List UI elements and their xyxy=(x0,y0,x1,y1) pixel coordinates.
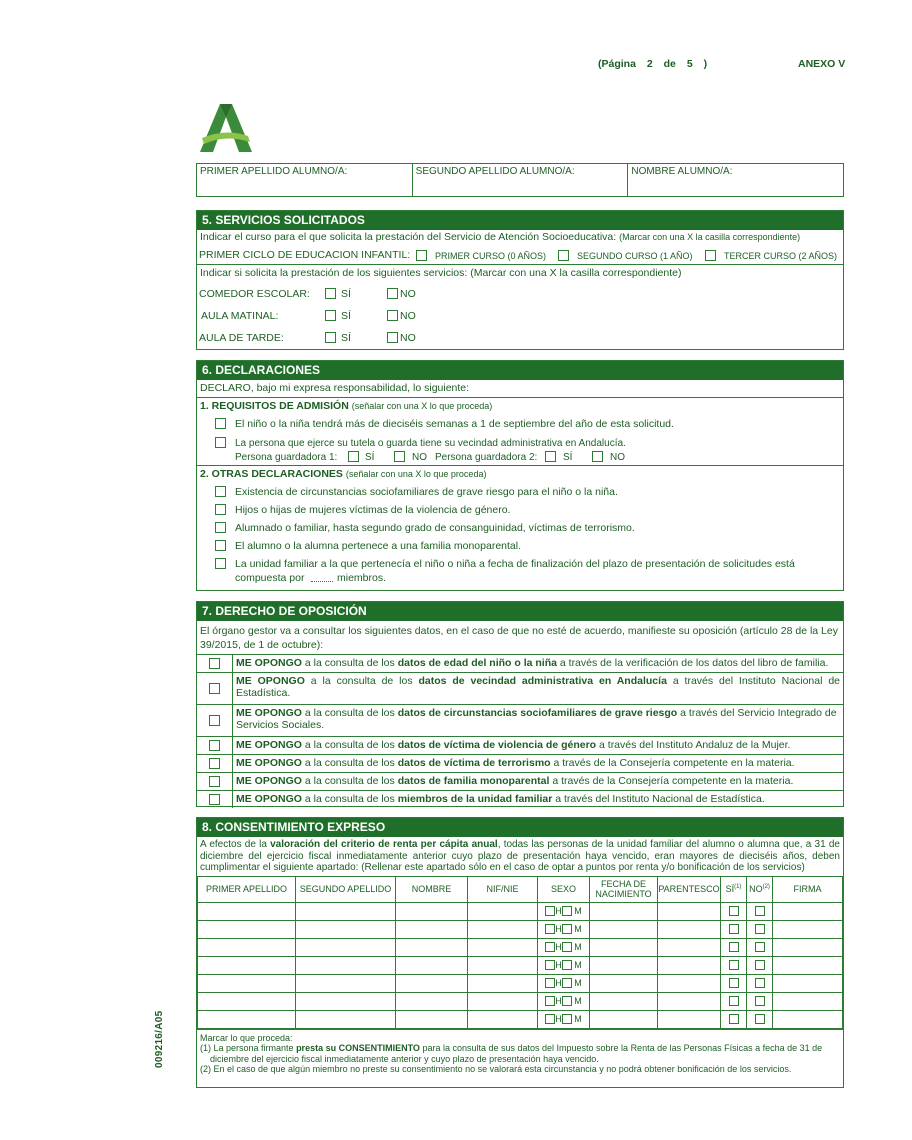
service-row xyxy=(197,282,843,304)
second-surname-cell[interactable] xyxy=(296,956,396,974)
signature-cell[interactable] xyxy=(773,956,843,974)
opposition-row xyxy=(197,772,843,790)
page-suffix: ) xyxy=(703,58,708,70)
no-cell xyxy=(747,1010,773,1028)
service-no-checkbox[interactable] xyxy=(387,288,398,299)
course-hint: (Marcar con una X la casilla correspondiente) xyxy=(619,232,801,242)
table-row xyxy=(198,974,843,992)
sex-cell xyxy=(538,974,590,992)
declaration-text: Existencia de circunstancias sociofamiliares de grave riesgo para el niño o la niña. xyxy=(235,486,618,498)
sex-m-label: M xyxy=(574,906,582,916)
section-6-title: 6. DECLARACIONES xyxy=(197,361,843,380)
service-no-label: NO xyxy=(400,310,416,322)
req1-checkbox[interactable] xyxy=(215,418,226,429)
section-5-title: 5. SERVICIOS SOLICITADOS xyxy=(197,211,843,230)
course-intro-row xyxy=(197,230,843,246)
nif-cell[interactable] xyxy=(468,1010,538,1028)
guardian2-label: Persona guardadora 2: xyxy=(435,452,538,463)
yes-cell xyxy=(721,1010,747,1028)
course3-label: TERCER CURSO (2 AÑOS) xyxy=(724,251,838,261)
signature-cell[interactable] xyxy=(773,1010,843,1028)
yes-cell xyxy=(721,956,747,974)
opposition-text xyxy=(233,705,843,736)
first-surname-cell[interactable] xyxy=(198,938,296,956)
guardian2-yes: SÍ xyxy=(563,452,573,463)
opposition-data: datos de circunstancias sociofamiliares de grave riesgo xyxy=(397,707,678,719)
section-7-title: 7. DERECHO DE OPOSICIÓN xyxy=(197,602,843,621)
sex-m-label: M xyxy=(574,942,582,952)
yes-cell xyxy=(721,974,747,992)
query-label: a la consulta de los xyxy=(304,739,395,751)
no-cell xyxy=(747,920,773,938)
query-label: a la consulta de los xyxy=(310,675,413,687)
sex-cell xyxy=(538,1010,590,1028)
service-yes-label: SÍ xyxy=(341,332,351,344)
birth-date-cell[interactable] xyxy=(590,992,658,1010)
query-label: a la consulta de los xyxy=(304,793,395,805)
opposition-text xyxy=(233,773,843,790)
declaration-checkbox[interactable] xyxy=(215,522,226,533)
birth-date-cell[interactable] xyxy=(590,956,658,974)
second-surname-cell[interactable] xyxy=(296,902,396,920)
opposition-text xyxy=(233,673,843,704)
guardian1-yes-checkbox[interactable] xyxy=(348,451,359,462)
course-intro: Indicar el curso para el que solicita la prestación del Servicio de Atención Socioeducativa: xyxy=(200,231,617,243)
page-of: de xyxy=(663,58,676,70)
sex-cell xyxy=(538,902,590,920)
page-prefix: (Página xyxy=(598,58,636,70)
signature-cell[interactable] xyxy=(773,902,843,920)
opposition-checkbox[interactable] xyxy=(209,776,220,787)
declaration-checkbox[interactable] xyxy=(215,486,226,497)
service-no-checkbox[interactable] xyxy=(387,332,398,343)
opposition-data: datos de víctima de violencia de género xyxy=(397,739,597,751)
consent-yes-checkbox[interactable] xyxy=(729,960,739,970)
guardian1-no-checkbox[interactable] xyxy=(394,451,405,462)
opposition-checkbox[interactable] xyxy=(209,758,220,769)
name-cell[interactable] xyxy=(396,902,468,920)
sex-h-checkbox[interactable] xyxy=(545,978,555,988)
col-relationship: PARENTESCO xyxy=(658,876,721,902)
sex-h-checkbox[interactable] xyxy=(545,996,555,1006)
section-8-consent xyxy=(196,817,844,1088)
no-cell xyxy=(747,992,773,1010)
sex-m-checkbox[interactable] xyxy=(562,942,572,952)
first-surname-cell[interactable] xyxy=(198,902,296,920)
opposition-checkbox-cell xyxy=(197,737,233,754)
sex-h-checkbox[interactable] xyxy=(545,1014,555,1024)
oppose-label: ME OPONGO xyxy=(236,775,302,787)
opposition-checkbox-cell xyxy=(197,705,233,736)
opposition-rest: a través del Servicio Integrado de Servicios Sociales. xyxy=(236,707,837,731)
consent-yes-checkbox[interactable] xyxy=(729,1014,739,1024)
name-cell[interactable] xyxy=(396,1010,468,1028)
opposition-rest: a través del Instituto Andaluz de la Mujer. xyxy=(599,739,791,751)
consent-intro-a: A efectos de la xyxy=(200,839,267,850)
second-surname-cell[interactable] xyxy=(296,1010,396,1028)
oppose-label: ME OPONGO xyxy=(236,739,302,751)
sex-h-label: H xyxy=(555,996,562,1006)
opposition-checkbox[interactable] xyxy=(209,715,220,726)
col-first-surname: PRIMER APELLIDO xyxy=(198,876,296,902)
yes-cell xyxy=(721,992,747,1010)
opposition-data: datos de víctima de terrorismo xyxy=(397,757,551,769)
consent-no-checkbox[interactable] xyxy=(755,960,765,970)
section-7-opposition xyxy=(196,601,844,807)
form-code: 009216/A05 xyxy=(154,1010,165,1068)
no-cell xyxy=(747,938,773,956)
yes-cell xyxy=(721,920,747,938)
guardian1-label: Persona guardadora 1: xyxy=(235,452,338,463)
first-surname-cell[interactable] xyxy=(198,974,296,992)
opposition-text xyxy=(233,655,843,672)
consent-intro-c: , todas las personas de la unidad familiar del alumno o alumna que, a 31 de diciembre del ejercicio fiscal inmediatamente anterior cuyo plazo de presentación haya vencido, eran mayores de dieciséis años, deben cumplimentar el siguiente apartado: (Rellenar este apartado sólo en el caso de optar a puntos por renta y/o bonificación de los servicios) xyxy=(200,839,840,873)
col-no-label: NO xyxy=(749,884,763,894)
nif-cell[interactable] xyxy=(468,938,538,956)
nif-cell[interactable] xyxy=(468,974,538,992)
sex-m-checkbox[interactable] xyxy=(562,906,572,916)
table-row xyxy=(198,992,843,1010)
birth-date-cell[interactable] xyxy=(590,938,658,956)
signature-cell[interactable] xyxy=(773,992,843,1010)
opposition-row xyxy=(197,754,843,772)
student-name-field[interactable]: NOMBRE ALUMNO/A: xyxy=(627,164,843,196)
col-signature: FIRMA xyxy=(773,876,843,902)
note-1 xyxy=(200,1043,840,1064)
table-header-row xyxy=(198,876,843,902)
course3-checkbox[interactable] xyxy=(705,250,716,261)
birth-date-cell[interactable] xyxy=(590,920,658,938)
junta-andalucia-logo xyxy=(198,102,254,154)
relationship-cell[interactable] xyxy=(658,974,721,992)
opposition-rest: a través de la verificación de los datos del libro de familia. xyxy=(559,657,829,669)
col-no-sup: (2) xyxy=(762,884,770,890)
nif-cell[interactable] xyxy=(468,902,538,920)
table-row xyxy=(198,902,843,920)
nif-cell[interactable] xyxy=(468,956,538,974)
name-cell[interactable] xyxy=(396,974,468,992)
services-intro: Indicar si solicita la prestación de los siguientes servicios: (Marcar con una X la casilla correspondiente) xyxy=(197,264,843,282)
consent-no-checkbox[interactable] xyxy=(755,924,765,934)
opposition-row xyxy=(197,654,843,672)
table-row xyxy=(198,1010,843,1028)
opposition-rest: a través del Instituto Nacional de Estadística. xyxy=(236,675,840,699)
relationship-cell[interactable] xyxy=(658,920,721,938)
second-surname-cell[interactable] xyxy=(296,974,396,992)
course1-checkbox[interactable] xyxy=(416,250,427,261)
opposition-rest: a través del Instituto Nacional de Estadística. xyxy=(555,793,765,805)
section-6-declarations xyxy=(196,360,844,591)
name-cell[interactable] xyxy=(396,992,468,1010)
query-label: a la consulta de los xyxy=(304,707,395,719)
consent-yes-checkbox[interactable] xyxy=(729,906,739,916)
sex-m-label: M xyxy=(574,924,582,934)
family-members-suffix: miembros. xyxy=(337,572,387,584)
sex-h-label: H xyxy=(555,1014,562,1024)
sex-cell xyxy=(538,920,590,938)
opposition-rest: a través de la Consejería competente en la materia. xyxy=(552,775,794,787)
opposition-data: datos de familia monoparental xyxy=(397,775,550,787)
oppose-label: ME OPONGO xyxy=(236,657,302,669)
consent-no-checkbox[interactable] xyxy=(755,906,765,916)
second-surname-cell[interactable] xyxy=(296,938,396,956)
other-declarations-hint: (señalar con una X lo que proceda) xyxy=(345,469,487,479)
sex-m-label: M xyxy=(574,978,582,988)
service-yes-checkbox[interactable] xyxy=(325,310,336,321)
yes-cell xyxy=(721,902,747,920)
second-surname-cell[interactable] xyxy=(296,992,396,1010)
sex-h-checkbox[interactable] xyxy=(545,960,555,970)
col-birth-date: FECHA DE NACIMIENTO xyxy=(590,876,658,902)
declaration-text: Hijos o hijas de mujeres víctimas de la violencia de género. xyxy=(235,504,511,516)
service-yes-checkbox[interactable] xyxy=(325,332,336,343)
sex-m-checkbox[interactable] xyxy=(562,924,572,934)
first-surname-field[interactable]: PRIMER APELLIDO ALUMNO/A: xyxy=(200,166,348,177)
admission-requirements xyxy=(197,397,843,465)
other-declarations-title: 2. OTRAS DECLARACIONES xyxy=(200,468,343,480)
signature-cell[interactable] xyxy=(773,920,843,938)
query-label: a la consulta de los xyxy=(304,757,395,769)
course2-checkbox[interactable] xyxy=(558,250,569,261)
service-yes-label: SÍ xyxy=(341,310,351,322)
sex-cell xyxy=(538,956,590,974)
consent-yes-checkbox[interactable] xyxy=(729,978,739,988)
col-sex: SEXO xyxy=(538,876,590,902)
note1-c: para la consulta de sus datos del Impuesto sobre la Renta de las Personas Físicas a fecha de 31 de diciembre del ejercicio fiscal inmediatamente anterior y cuyo plazo de presentación haya vencido. xyxy=(210,1043,823,1064)
page-total: 5 xyxy=(686,58,693,70)
consent-yes-checkbox[interactable] xyxy=(729,942,739,952)
relationship-cell[interactable] xyxy=(658,902,721,920)
oppose-label: ME OPONGO xyxy=(236,793,302,805)
annex-label: ANEXO V xyxy=(798,58,846,70)
note1-b: presta su CONSENTIMIENTO xyxy=(296,1043,420,1053)
service-no-checkbox[interactable] xyxy=(387,310,398,321)
opposition-intro: El órgano gestor va a consultar los siguientes datos, en el caso de que no esté de acuerdo, manifieste su oposición (artículo 28 de la Ley 39/2015, de 1 de octubre): xyxy=(200,625,838,651)
first-surname-cell[interactable] xyxy=(198,956,296,974)
sex-m-label: M xyxy=(574,960,582,970)
opposition-checkbox[interactable] xyxy=(209,683,220,694)
sex-cell xyxy=(538,992,590,1010)
first-surname-cell[interactable] xyxy=(198,992,296,1010)
declaration-checkbox[interactable] xyxy=(215,540,226,551)
opposition-checkbox[interactable] xyxy=(209,740,220,751)
section-8-title: 8. CONSENTIMIENTO EXPRESO xyxy=(197,818,843,837)
birth-date-cell[interactable] xyxy=(590,902,658,920)
opposition-text xyxy=(233,737,843,754)
table-row xyxy=(198,956,843,974)
first-surname-cell[interactable] xyxy=(198,1010,296,1028)
query-label: a la consulta de los xyxy=(304,775,395,787)
family-members-table xyxy=(197,876,843,1029)
oppose-label: ME OPONGO xyxy=(236,757,302,769)
table-row xyxy=(198,920,843,938)
consent-intro-b: valoración del criterio de renta per cápita anual xyxy=(270,839,498,850)
no-cell xyxy=(747,956,773,974)
oppose-label: ME OPONGO xyxy=(236,707,302,719)
course-selection-row xyxy=(197,246,843,264)
service-yes-label: SÍ xyxy=(341,288,351,300)
no-cell xyxy=(747,902,773,920)
declaration-text: Alumnado o familiar, hasta segundo grado de consanguinidad, víctimas de terrorismo. xyxy=(235,522,635,534)
first-surname-cell[interactable] xyxy=(198,920,296,938)
section-5-services xyxy=(196,210,844,350)
relationship-cell[interactable] xyxy=(658,1010,721,1028)
col-yes xyxy=(721,876,747,902)
opposition-data: datos de vecindad administrativa en Andalucía xyxy=(418,675,667,687)
nif-cell[interactable] xyxy=(468,920,538,938)
table-row xyxy=(198,938,843,956)
sex-h-checkbox[interactable] xyxy=(545,942,555,952)
notes-title: Marcar lo que proceda: xyxy=(200,1032,293,1043)
cycle-label: PRIMER CICLO DE EDUCACION INFANTIL: xyxy=(199,249,411,261)
req2-checkbox[interactable] xyxy=(215,437,226,448)
requirements-hint: (señalar con una X lo que proceda) xyxy=(351,401,493,411)
birth-date-cell[interactable] xyxy=(590,974,658,992)
guardian2-yes-checkbox[interactable] xyxy=(545,451,556,462)
opposition-checkbox[interactable] xyxy=(209,658,220,669)
opposition-checkbox-cell xyxy=(197,773,233,790)
sex-h-label: H xyxy=(555,942,562,952)
sex-m-label: M xyxy=(574,996,582,1006)
guardian1-yes: SÍ xyxy=(365,452,375,463)
service-label: AULA MATINAL: xyxy=(201,310,279,322)
opposition-checkbox[interactable] xyxy=(209,794,220,805)
sex-cell xyxy=(538,938,590,956)
opposition-text xyxy=(233,755,843,772)
opposition-data: datos de edad del niño o la niña xyxy=(397,657,557,669)
col-yes-sup: (1) xyxy=(734,884,742,890)
name-cell[interactable] xyxy=(396,920,468,938)
guardian2-no: NO xyxy=(610,452,625,463)
signature-cell[interactable] xyxy=(773,974,843,992)
nif-cell[interactable] xyxy=(468,992,538,1010)
declarations-intro: DECLARO, bajo mi expresa responsabilidad, lo siguiente: xyxy=(200,382,470,394)
signature-cell[interactable] xyxy=(773,938,843,956)
consent-intro xyxy=(197,837,843,876)
sex-m-label: M xyxy=(574,1014,582,1024)
sex-h-label: H xyxy=(555,924,562,934)
family-members-label: compuesta por xyxy=(235,572,305,584)
consent-no-checkbox[interactable] xyxy=(755,1014,765,1024)
name-cell[interactable] xyxy=(396,956,468,974)
second-surname-field[interactable]: SEGUNDO APELLIDO ALUMNO/A: xyxy=(412,164,628,196)
service-label: AULA DE TARDE: xyxy=(199,332,284,344)
consent-yes-checkbox[interactable] xyxy=(729,924,739,934)
guardian1-no: NO xyxy=(412,452,427,463)
consent-no-checkbox[interactable] xyxy=(755,978,765,988)
second-surname-cell[interactable] xyxy=(296,920,396,938)
note-2: (2) En el caso de que algún miembro no preste su consentimiento no se valorará esta circunstancia y no podrá obtener bonificación de los servicios. xyxy=(200,1064,792,1074)
name-cell[interactable] xyxy=(396,938,468,956)
opposition-row xyxy=(197,790,843,808)
service-row xyxy=(197,326,843,348)
service-label: COMEDOR ESCOLAR: xyxy=(199,288,310,300)
page-indicator xyxy=(594,58,711,70)
family-members-field[interactable] xyxy=(311,581,333,582)
oppose-label: ME OPONGO xyxy=(236,675,305,687)
req1-text: El niño o la niña tendrá más de dieciséis semanas a 1 de septiembre del año de esta solicitud. xyxy=(235,418,674,430)
col-nif: NIF/NIE xyxy=(468,876,538,902)
note1-a: (1) La persona firmante xyxy=(200,1043,294,1053)
declaration-text: La unidad familiar a la que pertenecía el niño o niña a fecha de finalización del plazo de presentación de solicitudes está xyxy=(235,558,795,570)
course1-label: PRIMER CURSO (0 AÑOS) xyxy=(435,251,547,261)
sex-h-label: H xyxy=(555,906,562,916)
query-label: a la consulta de los xyxy=(304,657,395,669)
service-no-label: NO xyxy=(400,332,416,344)
consent-no-checkbox[interactable] xyxy=(755,942,765,952)
opposition-checkbox-cell xyxy=(197,673,233,704)
service-yes-checkbox[interactable] xyxy=(325,288,336,299)
sex-h-checkbox[interactable] xyxy=(545,924,555,934)
requirements-title: 1. REQUISITOS DE ADMISIÓN xyxy=(200,400,349,412)
col-no xyxy=(747,876,773,902)
relationship-cell[interactable] xyxy=(658,956,721,974)
other-declarations xyxy=(197,465,843,589)
consent-yes-checkbox[interactable] xyxy=(729,996,739,1006)
birth-date-cell[interactable] xyxy=(590,1010,658,1028)
relationship-cell[interactable] xyxy=(658,992,721,1010)
relationship-cell[interactable] xyxy=(658,938,721,956)
sex-m-checkbox[interactable] xyxy=(562,960,572,970)
no-cell xyxy=(747,974,773,992)
opposition-rest: a través de la Consejería competente en la materia. xyxy=(553,757,795,769)
opposition-data: miembros de la unidad familiar xyxy=(397,793,553,805)
student-names-box xyxy=(196,163,844,197)
declaration-checkbox[interactable] xyxy=(215,504,226,515)
guardian2-no-checkbox[interactable] xyxy=(592,451,603,462)
sex-m-checkbox[interactable] xyxy=(562,1014,572,1024)
sex-h-label: H xyxy=(555,978,562,988)
opposition-row xyxy=(197,704,843,736)
opposition-row xyxy=(197,736,843,754)
opposition-row xyxy=(197,672,843,704)
consent-no-checkbox[interactable] xyxy=(755,996,765,1006)
consent-notes xyxy=(197,1029,843,1077)
sex-h-label: H xyxy=(555,960,562,970)
opposition-checkbox-cell xyxy=(197,755,233,772)
col-yes-label: SÍ xyxy=(725,884,735,894)
sex-h-checkbox[interactable] xyxy=(545,906,555,916)
yes-cell xyxy=(721,938,747,956)
col-name: NOMBRE xyxy=(396,876,468,902)
service-row xyxy=(197,304,843,326)
declaration-text: El alumno o la alumna pertenece a una familia monoparental. xyxy=(235,540,522,552)
col-second-surname: SEGUNDO APELLIDO xyxy=(296,876,396,902)
opposition-checkbox-cell xyxy=(197,791,233,808)
declaration-checkbox[interactable] xyxy=(215,558,226,569)
page-number: 2 xyxy=(646,58,653,70)
opposition-text xyxy=(233,791,843,808)
req2-text: La persona que ejerce su tutela o guarda tiene su vecindad administrativa en Andalucía. xyxy=(235,438,626,449)
opposition-checkbox-cell xyxy=(197,655,233,672)
sex-m-checkbox[interactable] xyxy=(562,978,572,988)
sex-m-checkbox[interactable] xyxy=(562,996,572,1006)
course2-label: SEGUNDO CURSO (1 AÑO) xyxy=(577,251,693,261)
service-no-label: NO xyxy=(400,288,416,300)
